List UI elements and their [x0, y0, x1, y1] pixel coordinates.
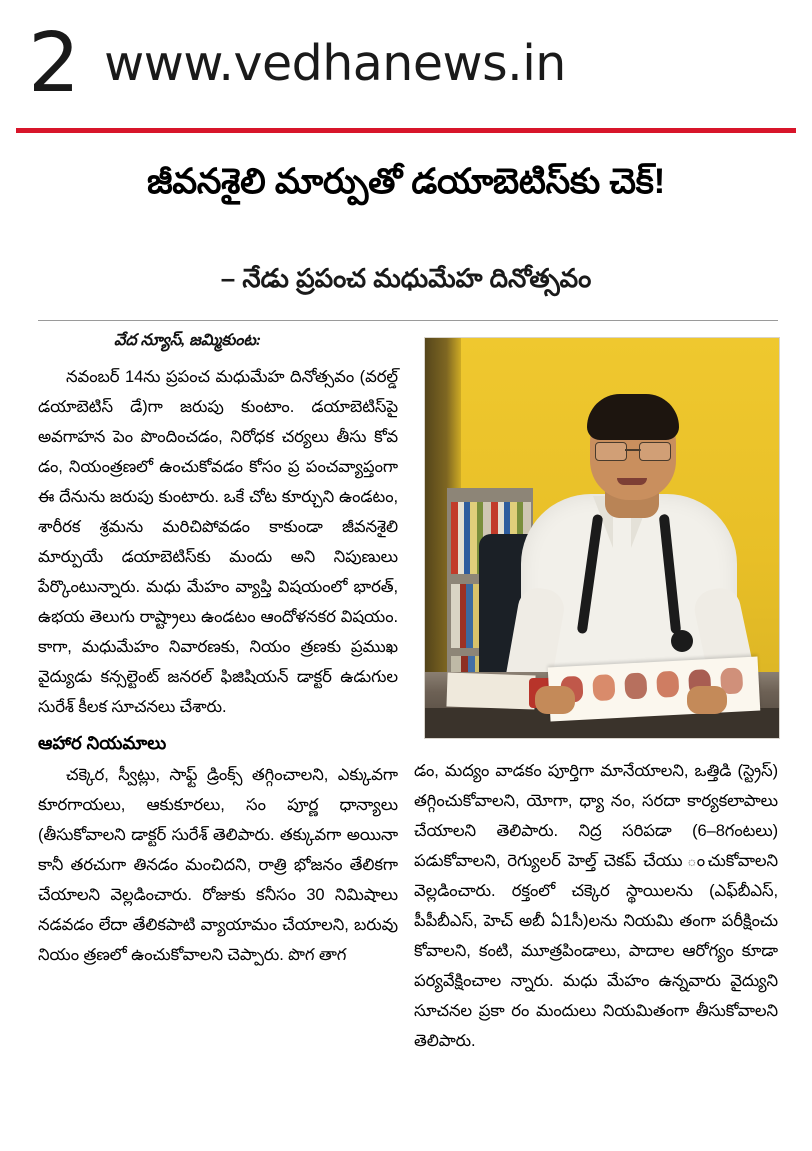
left-column	[38, 330, 398, 970]
desk-papers	[446, 672, 535, 709]
article-paragraph: చక్కెర, స్వీట్లు, సాఫ్ట్ డ్రింక్స్ తగ్గించాలని, ఎక్కువగా కూరగాయలు, ఆకుకూరలు, సం పూర్ణ ధాన్యాలు (తీసుకోవాలని డాక్టర్ సురేశ్ తెలిపారు. తక్కువగా అయినా కానీ తరచుగా తినడం మంచిదని, రాత్రి భోజనం తేలికగా చేయాలని వెల్లడించారు. రోజుకు కనీసం 30 నిమిషాలు నడవడం లేదా తేలికపాటి వ్యాయామం చేయాలని, బరువు నియం త్రణలో ఉంచుకోవాలని చెప్పారు. పొగ తాగ	[38, 766, 398, 964]
doctor-photo	[424, 337, 780, 739]
site-url[interactable]: www.vedhanews.in	[104, 35, 566, 92]
chart-figure	[592, 674, 615, 701]
page-number: 2	[28, 16, 79, 111]
article-paragraph: నవంబర్ 14ను ప్రపంచ మధుమేహ దినోత్సవం (వరల్డ్ డయాబెటిస్ డే)గా జరుపు కుంటాం. డయాబెటిస్‌పై అవగాహన పెం పొందించడం, నిరోధక చర్యలు తీసు కోవ డం, నియంత్రణలో ఉంచుకోవడం కోసం ప్ర పంచవ్యాప్తంగా ఈ దేనును జరుపు కుంటారు. ఒకే చోట కూర్చుని ఉండటం, శారీరక శ్రమను మరిచిపోవడం కాకుండా జీవనశైలి మార్పుయే డయాబెటిస్‌కు మందు అని నిపుణులు పేర్కొంటున్నారు. మధు మేహం వ్యాప్తి విషయంలో భారత్, ఉభయ తెలుగు రాష్ట్రాలు ఉండటం ఆందోళనకర విషయం. కాగా, మధుమేహం నివారణకు, నియం త్రణకు ప్రముఖ వైద్యుడు కన్సల్టెంట్ జనరల్ ఫిజిషియన్ డాక్టర్ ఉడుగుల సురేశ్ కీలక సూచనలు చేశారు.	[38, 368, 398, 716]
headline: జీవనశైలి మార్పుతో డయాబెటిస్‌కు చెక్!	[147, 162, 665, 201]
masthead-divider	[16, 128, 796, 133]
doctor-hair	[587, 394, 679, 440]
masthead	[0, 0, 812, 128]
stethoscope-bell	[671, 630, 693, 652]
headline-divider	[38, 320, 778, 321]
subheadline: – నేడు ప్రపంచ మధుమేహ దినోత్సవం	[220, 263, 592, 293]
byline: వేద న్యూస్, జమ్మికుంట:	[114, 332, 262, 349]
eyeglasses-icon	[594, 442, 672, 459]
section-heading-diet: ఆహార నియమాలు	[38, 733, 167, 753]
chart-figure	[656, 671, 679, 698]
doctor-hand-right	[687, 686, 727, 714]
photo-content	[425, 338, 779, 738]
right-column	[414, 756, 778, 1056]
doctor-hand-left	[535, 686, 575, 714]
doctor-mouth	[617, 478, 647, 485]
eyeglass-lens-left	[595, 442, 627, 461]
article-paragraph: డం, మద్యం వాడకం పూర్తిగా మానేయాలని, ఒత్తిడి (స్ట్రెస్) తగ్గించుకోవాలని, యోగా, ధ్యా నం, సరదా కార్యకలాపాలు చేయాలని తెలిపారు. నిద్ర సరిపడా (6–8గంటలు) పడుకోవాలని, రెగ్యులర్ హెల్త్ చెకప్ చేయు ంచుకోవాలని వెల్లడించారు. రక్తంలో చక్కెర స్థాయిలను (ఎఫ్‌బీఎస్, పీపీబీఎస్, హెచ్ అబీ ఏ1సీ)లను నియమి తంగా పరీక్షించు కోవాలని, కంటి, మూత్రపిండాలు, పాదాల ఆరోగ్యం కూడా పర్యవేక్షించాల న్నారు. మధు మేహం ఉన్నవారు వైద్యుని సూచనల ప్రకా రం మందులు నియమితంగా తీసుకోవాలని తెలిపారు.	[414, 762, 778, 1050]
eyeglass-lens-right	[639, 442, 671, 461]
chart-figure	[624, 672, 647, 699]
anatomy-chart	[548, 657, 761, 722]
